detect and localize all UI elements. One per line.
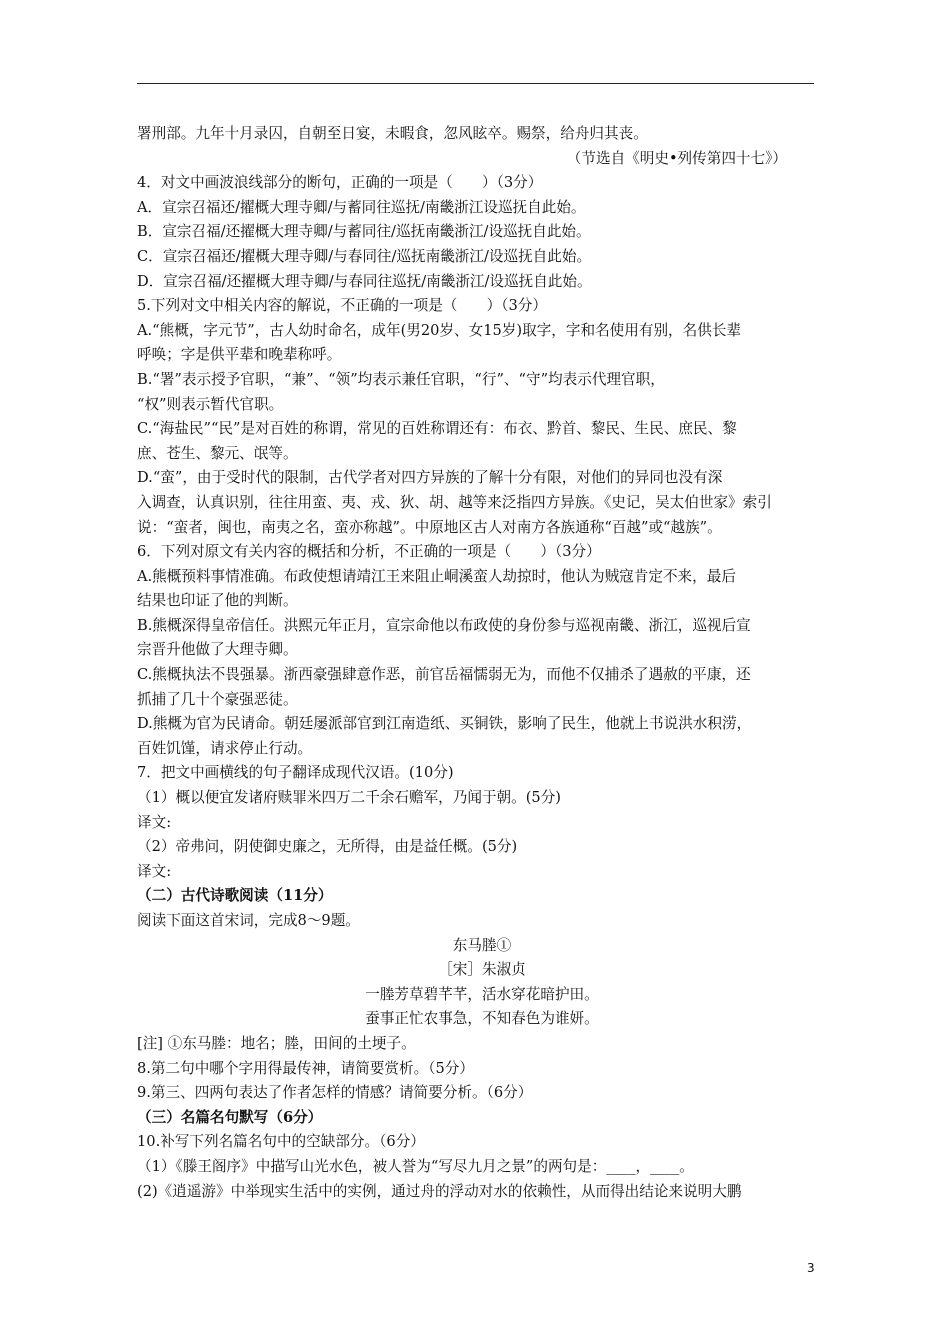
option-d-cont: 百姓饥馑，请求停止行动。 <box>137 739 313 757</box>
poem-line: 蚕事正忙农事急，不知春色为谁妍。 <box>365 1010 599 1028</box>
page-number: 3 <box>807 1261 815 1275</box>
option-c-cont: 庶、苍生、黎元、氓等。 <box>137 444 298 462</box>
text-line: 署刑部。九年十月录囚，自朝至日宴，未暇食，忽风眩卒。赐祭，给舟归其丧。 <box>137 125 648 142</box>
option-c: C．宣宗召福还/擢概大理寺卿/与春同往/巡抚南畿浙江/设巡抚自此始。 <box>137 247 592 265</box>
option-c: C.熊概执法不畏强暴。浙西豪强肆意作恶，前官岳福懦弱无为，而他不仅捕杀了遇赦的平康，还 <box>137 666 751 684</box>
question-5: 5.下列对文中相关内容的解说，不正确的一项是（ ）（3分） <box>137 297 547 315</box>
question-8: 8.第二句中哪个字用得最传神，请简要赏析。（5分） <box>137 1059 474 1077</box>
option-b-cont: “权”则表示暂代官职。 <box>137 395 284 413</box>
option-a-cont: 结果也印证了他的判断。 <box>137 592 298 610</box>
source-citation: （节选自《明史•列传第四十七》） <box>566 149 787 167</box>
option-b-cont: 宗晋升他做了大理寺卿。 <box>137 641 298 659</box>
poem-note: [注] ①东马塍：地名；塍，田间的土埂子。 <box>137 1034 416 1052</box>
option-c-cont: 抓捕了几十个豪强恶徒。 <box>137 690 298 708</box>
option-d: D.熊概为官为民请命。朝廷屡派部官到江南造纸、买铜铁，影响了民生，他就上书说洪水积涝， <box>137 715 752 733</box>
question-4: 4．对文中画波浪线部分的断句，正确的一项是（ ）（3分） <box>137 174 543 192</box>
option-b: B．宣宗召福/还擢概大理寺卿/与蓄同往/巡抚南畿浙江/设巡抚自此始。 <box>137 223 591 241</box>
instruction: 阅读下面这首宋词，完成8～9题。 <box>137 912 360 929</box>
answer-label: 译文: <box>137 813 172 831</box>
answer-label: 译文: <box>137 862 172 880</box>
document-body <box>137 122 827 1204</box>
header-rule <box>137 83 814 84</box>
question-7-2: （2）帝弗问，阴使御史廉之，无所得，由是益任概。(5分) <box>137 838 518 856</box>
option-a: A.熊概预料事情准确。布政使想请靖江王来阻止峒溪蛮人劫掠时，他认为贼寇肯定不来，最后 <box>137 567 736 585</box>
section-heading: （二）古代诗歌阅读（11分） <box>137 887 333 905</box>
poem-author: ［宋］朱淑贞 <box>438 961 526 979</box>
question-9: 9.第三、四两句表达了作者怎样的情感？请简要分析。（6分） <box>137 1084 533 1102</box>
question-7-1: （1）概以便宜发诸府赎罪米四万二千余石赡军，乃闻于朝。(5分) <box>137 789 561 807</box>
poem-line: 一塍芳草碧芊芊，活水穿花暗护田。 <box>365 985 599 1003</box>
option-c: C.“海盐民”“民”是对百姓的称谓，常见的百姓称谓还有：布衣、黔首、黎民、生民、庶民、黎 <box>137 420 737 438</box>
option-a: A．宣宗召福还/擢概大理寺卿/与蓄同往巡抚/南畿浙江设巡抚自此始。 <box>137 198 586 216</box>
poem-title: 东马塍① <box>452 936 512 954</box>
option-d-cont: 说：“蛮者，闽也，南夷之名，蛮亦称越”。中原地区古人对南方各族通称“百越”或“越族”。 <box>137 518 722 536</box>
option-d: D．宣宗召福/还擢概大理寺卿/与春同往巡抚/南畿浙江/设巡抚自此始。 <box>137 272 592 290</box>
question-7: 7．把文中画横线的句子翻译成现代汉语。(10分) <box>137 764 454 782</box>
option-a-cont: 呼唤；字是供平辈和晚辈称呼。 <box>137 346 342 364</box>
option-b: B.“署”表示授予官职，“兼”、“领”均表示兼任官职，“行”、“守”均表示代理官职， <box>137 370 665 388</box>
option-b: B.熊概深得皇帝信任。洪熙元年正月，宣宗命他以布政使的身份参与巡视南畿、浙江，巡视后宣 <box>137 616 751 634</box>
question-10-1: （1）《滕王阁序》中描写山光水色，被人誉为“写尽九月之景”的两句是：____，____。 <box>137 1157 694 1175</box>
option-d: D.“蛮”，由于受时代的限制，古代学者对四方异族的了解十分有限，对他们的异同也没有深 <box>137 469 723 487</box>
question-6: 6．下列对原文有关内容的概括和分析，不正确的一项是（ ）（3分） <box>137 543 601 561</box>
option-a: A.“熊概，字元节”，古人幼时命名，成年(男20岁、女15岁)取字，字和名使用有别，名供长辈 <box>137 321 742 339</box>
option-d-cont: 入调查，认真识别，往往用蛮、夷、戎、狄、胡、越等来泛指四方异族。《史记，吴太伯世家》索引 <box>137 493 772 511</box>
section-heading: （三）名篇名句默写（6分） <box>137 1108 323 1126</box>
question-10-2: (2)《逍遥游》中举现实生活中的实例，通过舟的浮动对水的依赖性，从而得出结论来说明大鹏 <box>137 1182 742 1200</box>
question-10: 10.补写下列名篇名句中的空缺部分。（6分） <box>137 1133 425 1151</box>
